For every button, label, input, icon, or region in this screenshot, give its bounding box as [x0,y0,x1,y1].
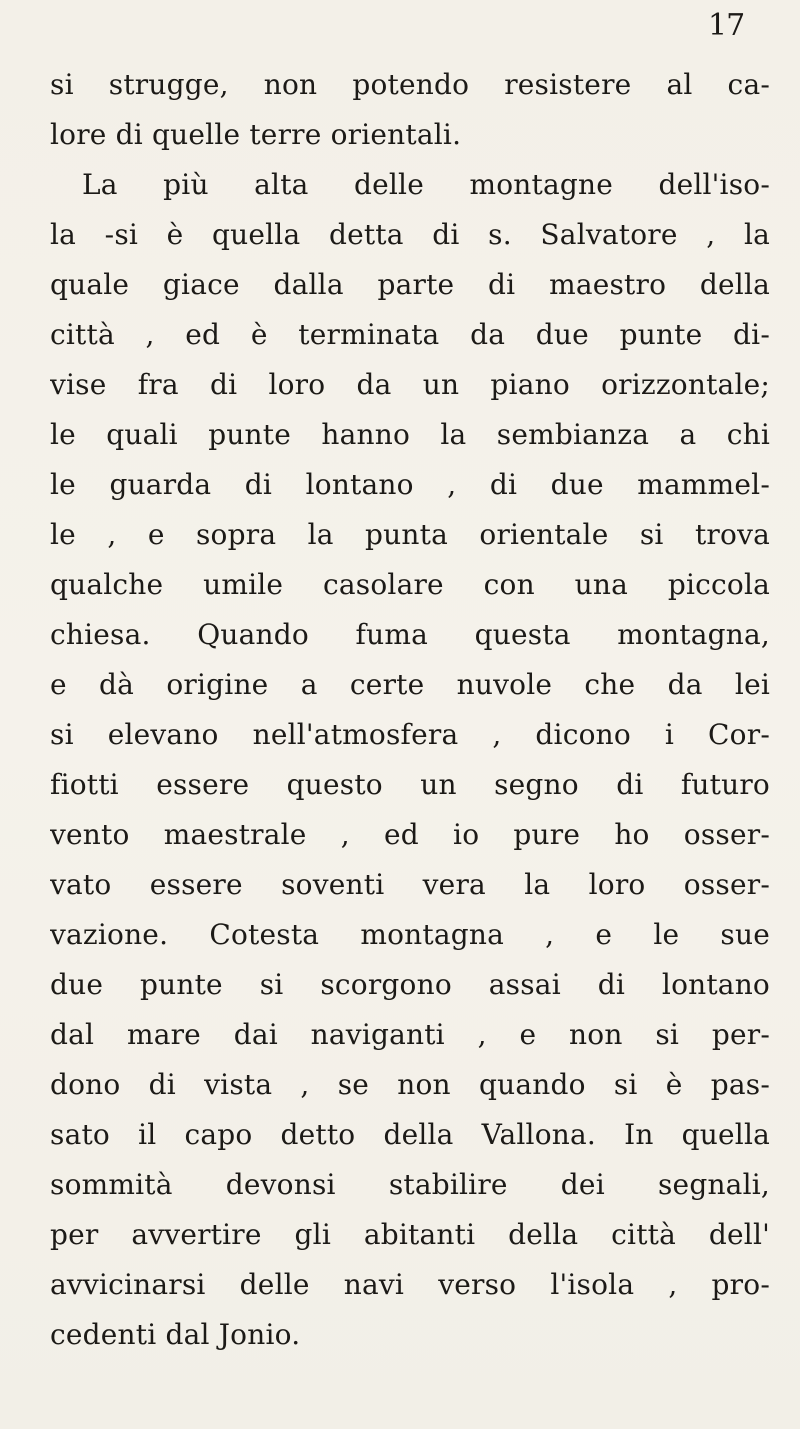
text-line: dono di vista , se non quando si è pas- [50,1068,770,1101]
text-line: vato essere soventi vera la loro osser- [50,868,770,901]
text-line: fiotti essere questo un segno di futuro [50,768,770,801]
text-line: lore di quelle terre orientali. [50,118,462,151]
text-line: la -si è quella detta di s. Salvatore , la [50,218,770,251]
text-line: e dà origine a certe nuvole che da lei [50,668,770,701]
text-line: vento maestrale , ed io pure ho osser- [50,818,770,851]
text-line: città , ed è terminata da due punte di- [50,318,770,351]
text-line: chiesa. Quando fuma questa montagna, [50,618,770,651]
text-line: si strugge, non potendo resistere al ca- [50,68,770,101]
page-number: 17 [708,8,745,43]
text-line: vise fra di loro da un piano orizzontale; [50,368,770,401]
text-line: due punte si scorgono assai di lontano [50,968,770,1001]
text-line: sato il capo detto della Vallona. In quella [50,1118,770,1151]
text-line: sommità devonsi stabilire dei segnali, [50,1168,770,1201]
text-line: le , e sopra la punta orientale si trova [50,518,770,551]
text-line: cedenti dal Jonio. [50,1318,301,1351]
text-line: qualche umile casolare con una piccola [50,568,770,601]
text-line: le quali punte hanno la sembianza a chi [50,418,770,451]
text-line: dal mare dai naviganti , e non si per- [50,1018,770,1051]
text-line: La più alta delle montagne dell'iso- [82,168,770,201]
text-line: avvicinarsi delle navi verso l'isola , pro- [50,1268,770,1301]
text-line: quale giace dalla parte di maestro della [50,268,770,301]
text-line: vazione. Cotesta montagna , e le sue [50,918,770,951]
text-line: si elevano nell'atmosfera , dicono i Cor- [50,718,770,751]
body-text [50,60,770,1360]
text-line: per avvertire gli abitanti della città dell' [50,1218,770,1251]
text-line: le guarda di lontano , di due mammel- [50,468,770,501]
